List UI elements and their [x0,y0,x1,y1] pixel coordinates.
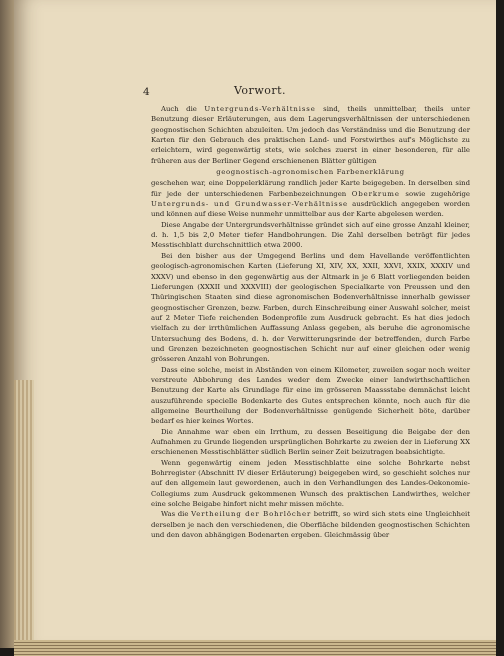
paragraph-7: Wenn gegenwärtig einem jeden Messtischblatte eine solche Bohrkarte nebst Bohrregister (Abschnitt IV dieser Erläuterung) beigegeben wird, so geschieht solches nur auf den allgemein laut gewordenen, auch in den Verhandlungen des Landes-Oekonomie-Collegiums zum Ausdruck gekommenen Wunsch des praktischen Landwirthes, welcher eine solche Beigabe hinfort nicht mehr missen möchte. [151,458,470,509]
body-text [151,104,470,540]
paragraph-3: Diese Angabe der Untergrundsverhältnisse gründet sich auf eine grosse Anzahl kleiner, d. h. 1,5 bis 2,0 Meter tiefer Handbohrungen. Die Zahl derselben beträgt für jedes Messtischblatt durchschnittlich etwa 2000. [151,220,470,250]
paragraph-6: Die Annahme war eben ein Irrthum, zu dessen Beseitigung die Beigabe der den Aufnahmen zu Grunde liegenden ursprünglichen Bohrkarte zu zweien der in Lieferung XX erschienenen Messtischblätter südlich Berlin seiner Zeit beizutragen beabsichtigte. [151,427,470,457]
running-title: Vorwort. [234,84,287,97]
page-edges [14,380,34,648]
paragraph-4: Bei den bisher aus der Umgegend Berlins und dem Havellande veröffentlichten geologisch-agronomischen Karten (Lieferung XI, XIV, XX, XXII, XXVI, XXIX, XXXIV und XXXV) und ebenso in den gegenwärtig aus der Altmark in je 6 Blatt vorliegenden beiden Lieferungen (XXXII und XXXVIII) der geologischen Specialkarte von Preussen und den Thüringischen Staaten sind diese agronomischen Bodenverhältnisse innerhalb gewisser geognostischer Grenzen, bezw. Farben, durch Einschreibung einer Auswahl solcher, meist auf 2 Meter Tiefe reichenden Bodenprofile zum Ausdruck gebracht. Es hat dies jedoch vielfach zu der irrthümlichen Auffassung Anlass gegeben, als beruhe die agronomische Untersuchung des Bodens, d. h. der Verwitterungsrinde der betreffenden, durch Farbe und Grenzen bezeichneten geognostischen Schicht nur auf einer gleichen oder wenig grösseren Anzahl von Bohrungen. [151,251,470,364]
section-heading: geognostisch-agronomischen Farbenerklärung [216,168,405,177]
paragraph-5: Dass eine solche, meist in Abständen von einem Kilometer, zuweilen sogar noch weiter verstreute Abbohrung des Landes weder dem Zwecke einer landwirthschaftlichen Benutzung der Karte als Grundlage für eine im grösseren Maassstabe demnächst leicht auszuführende specielle Bodenkarte des Gutes entsprechen könnte, noch auch für die allgemeine Beurtheilung der Bodenverhältnisse genügende Sicherheit böte, darüber bedarf es hier keines Wortes. [151,365,470,426]
paragraph-1: Auch die Untergrunds-Verhältnisse sind, theils unmittelbar, theils unter Benutzung dieser Erläuterungen, aus dem Lagerungsverhältnissen der unterschiedenen geognostischen Schichten abzuleiten. Um jedoch das Verständniss und die Benutzung der Karten für den Gebrauch des praktischen Land- und Forstwirthes auf's Möglichste zu erleichtern, wird gegenwärtig stets, wie solches zuerst in einer besonderen, für alle früheren aus der Berliner Gegend erschienenen Blätter gültigen [151,105,470,165]
paragraph-2: geschehen war, eine Doppelerklärung randlich jeder Karte beigegeben. In derselben sind für jede der unterschiedenen Farbenbezeichnungen Oberkrume sowie zugehörige Untergrunds- und Grundwasser-Verhältnisse ausdrücklich angegeben worden und können auf diese Weise nunmehr unmittelbar aus der Karte abgelesen werden. [151,179,470,219]
paragraph-8: Was die Vertheilung der Bohrlöcher betrifft, so wird sich stets eine Ungleichheit derselben je nach den verschiedenen, die Oberfläche bildenden geognostischen Schichten und den davon abhängigen Bodenarten ergeben. Gleichmässig über [151,510,470,540]
page-number: 4 [143,86,150,98]
page-bottom-edge [14,640,496,656]
